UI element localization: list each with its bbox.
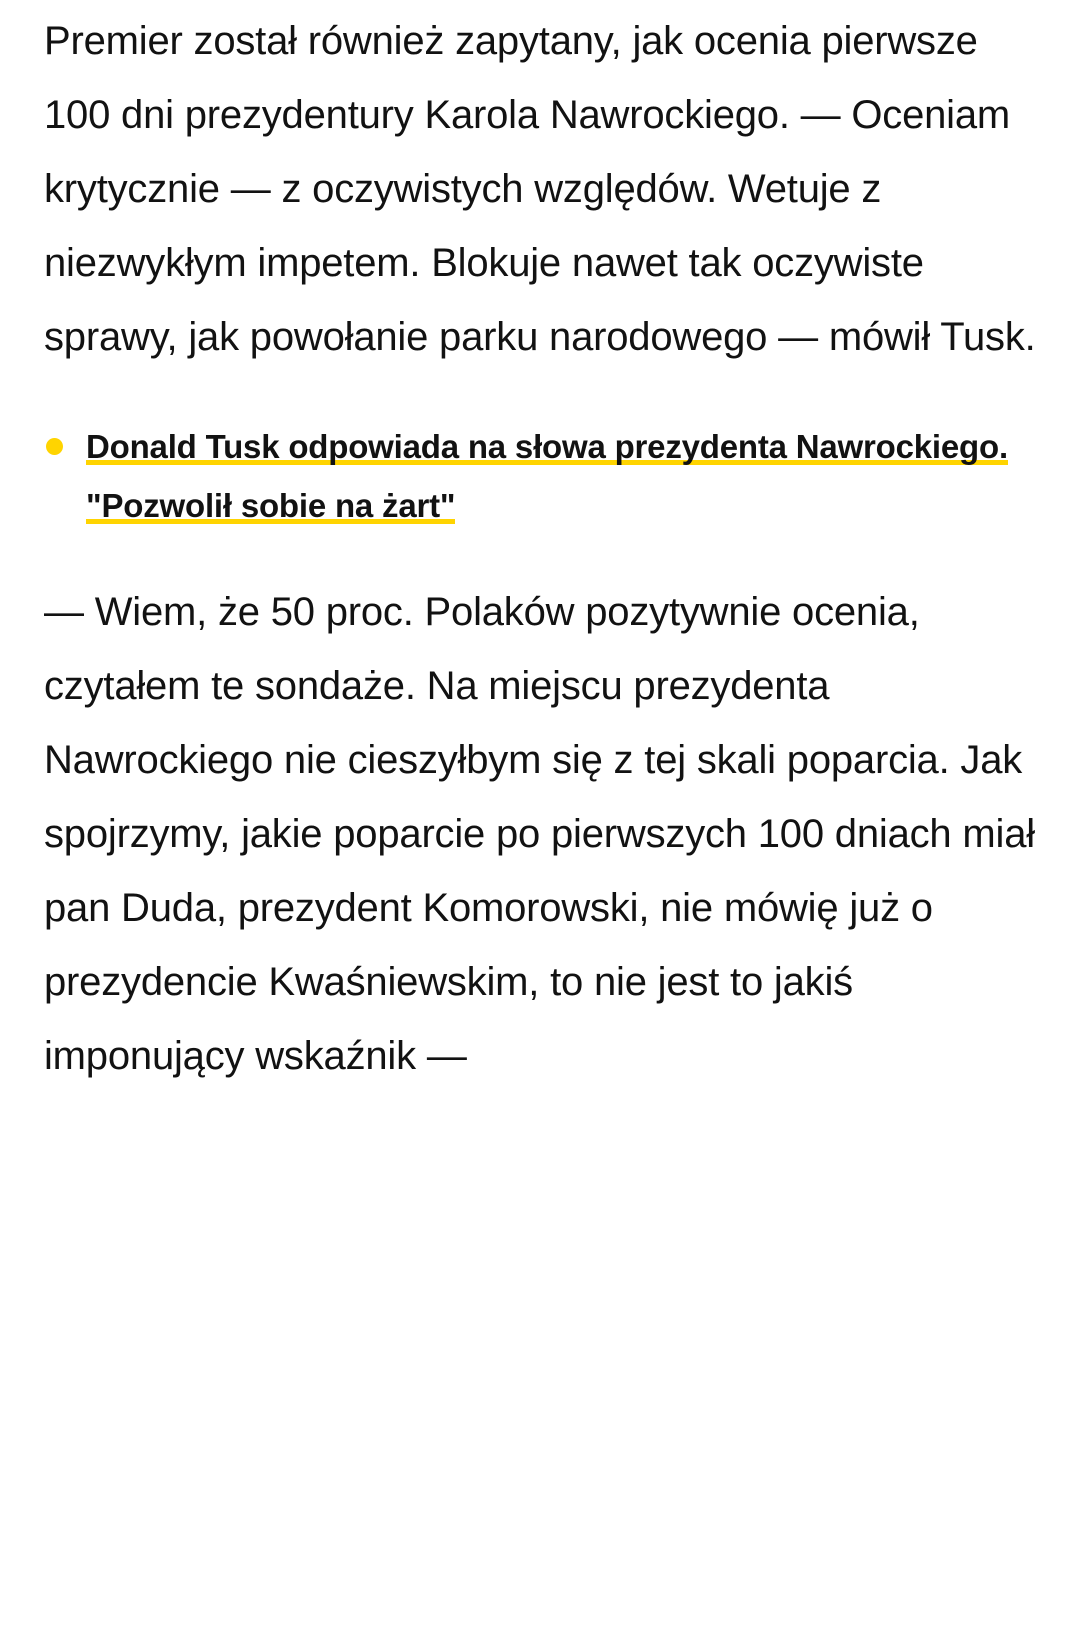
article-paragraph-2: — Wiem, że 50 proc. Polaków pozytywnie ocenia, czytałem te sondaże. Na miejscu prezydenta Nawrockiego nie cieszyłbym się z tej skali poparcia. Jak spojrzymy, jakie poparcie po pierwszych 100 dniach miał pan Duda, prezydent Komorowski, nie mówię już o prezydencie Kwaśniewskim, to nie jest to jakiś imponujący wskaźnik —	[44, 590, 1035, 1079]
bullet-dot-icon	[46, 438, 63, 455]
related-article-link[interactable]: Donald Tusk odpowiada na słowa prezydenta Nawrockiego. "Pozwolił sobie na żart"	[86, 428, 1008, 524]
related-article-box[interactable]	[44, 418, 1036, 535]
article-paragraph-1: Premier został również zapytany, jak ocenia pierwsze 100 dni prezydentury Karola Nawrockiego. — Oceniam krytycznie — z oczywistych względów. Wetuje z niezwykłym impetem. Blokuje nawet tak oczywiste sprawy, jak powołanie parku narodowego — mówił Tusk.	[44, 19, 1036, 359]
bottom-spacer	[44, 1093, 1036, 1113]
